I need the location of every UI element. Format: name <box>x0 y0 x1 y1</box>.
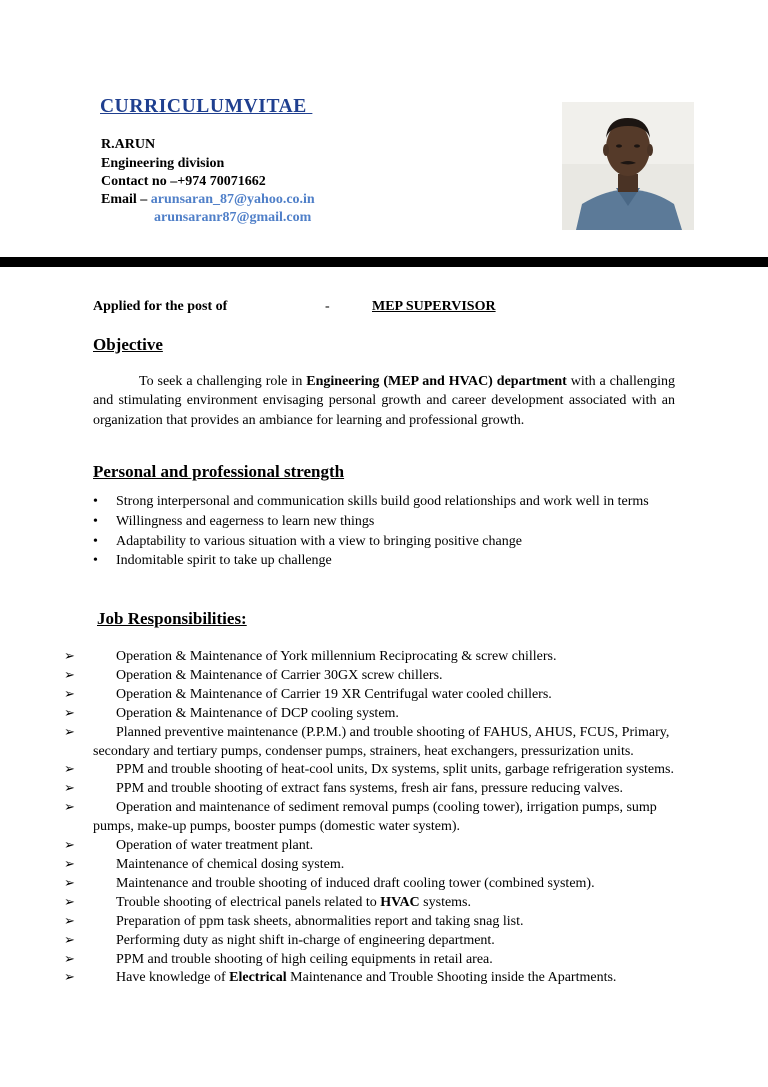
arrow-checkmark-icon: ➢ <box>64 762 75 778</box>
objective-text-bold: Engineering (MEP and HVAC) department <box>306 374 567 389</box>
list-item <box>0 894 768 913</box>
list-item-text-end: Maintenance and Trouble Shooting inside the Apartments. <box>286 970 617 986</box>
list-item-text: Indomitable spirit to take up challenge <box>116 553 332 569</box>
list-item <box>0 875 768 894</box>
arrow-checkmark-icon: ➢ <box>64 667 75 683</box>
list-item-text: Operation & Maintenance of DCP cooling system. <box>116 705 399 721</box>
email-line <box>101 192 315 208</box>
list-item <box>0 913 768 932</box>
list-item-text: Maintenance of chemical dosing system. <box>116 856 345 872</box>
bullet-dot-icon: • <box>93 494 98 509</box>
list-item <box>93 492 693 512</box>
list-item-bold: Electrical <box>229 970 287 986</box>
jobs-heading: Job Responsibilities: <box>97 609 247 628</box>
bullet-dot-icon: • <box>93 513 98 529</box>
arrow-checkmark-icon: ➢ <box>64 970 75 986</box>
list-item <box>0 667 768 686</box>
list-item <box>0 932 768 951</box>
arrow-checkmark-icon: ➢ <box>64 800 75 816</box>
arrow-checkmark-icon: ➢ <box>64 781 75 797</box>
list-item <box>0 799 768 837</box>
email-label: Email – <box>101 192 151 207</box>
list-item-text: Trouble shooting of electrical panels related to <box>116 894 381 910</box>
list-item-text: PPM and trouble shooting of high ceiling equipments in retail area. <box>116 951 493 967</box>
objective-heading: Objective <box>93 335 163 354</box>
email-address-2[interactable]: arunsaranr87@gmail.com <box>154 210 312 225</box>
candidate-division: Engineering division <box>101 156 225 171</box>
contact-line <box>101 174 266 190</box>
list-item <box>0 724 768 762</box>
list-item <box>0 686 768 705</box>
list-item-text: Adaptability to various situation with a view to bringing positive change <box>116 533 522 549</box>
arrow-checkmark-icon: ➢ <box>64 705 75 721</box>
list-item-text: Maintenance and trouble shooting of induced draft cooling tower (combined system). <box>116 875 595 891</box>
list-item-text: Have knowledge of <box>116 970 230 986</box>
email-address-1[interactable]: arunsaran_87@yahoo.co.in <box>150 192 315 207</box>
profile-photo <box>562 102 694 230</box>
list-item <box>93 512 693 532</box>
strengths-heading: Personal and professional strength <box>93 462 345 481</box>
arrow-checkmark-icon: ➢ <box>64 932 75 948</box>
post-value: MEP SUPERVISOR <box>372 299 496 314</box>
list-item <box>0 648 768 667</box>
list-item-text: Operation & Maintenance of Carrier 19 XR Centrifugal water cooled chillers. <box>116 686 552 702</box>
contact-label: Contact no – <box>101 174 178 189</box>
list-item-text: Strong interpersonal and communication skills build good relationships and work well in terms <box>116 494 649 509</box>
arrow-checkmark-icon: ➢ <box>64 856 75 872</box>
objective-text-start: To seek a challenging role in <box>139 374 307 389</box>
arrow-checkmark-icon: ➢ <box>64 894 75 910</box>
arrow-checkmark-icon: ➢ <box>64 838 75 854</box>
list-item-text: PPM and trouble shooting of extract fans systems, fresh air fans, pressure reducing valves. <box>116 781 623 797</box>
bullet-dot-icon: • <box>93 553 98 569</box>
arrow-checkmark-icon: ➢ <box>64 649 75 664</box>
list-item <box>0 837 768 856</box>
list-item-text: Operation of water treatment plant. <box>116 838 314 854</box>
list-item <box>0 951 768 970</box>
arrow-checkmark-icon: ➢ <box>64 875 75 891</box>
arrow-checkmark-icon: ➢ <box>64 951 75 967</box>
list-item-text: Operation & Maintenance of Carrier 30GX screw chillers. <box>116 667 443 683</box>
arrow-checkmark-icon: ➢ <box>64 686 75 702</box>
list-item-text: Preparation of ppm task sheets, abnormalities report and taking snag list. <box>116 913 524 929</box>
bullet-dot-icon: • <box>93 533 98 549</box>
list-item-text: Willingness and eagerness to learn new things <box>116 513 375 529</box>
contact-number: +974 70071662 <box>177 174 266 189</box>
list-item <box>93 551 693 571</box>
objective-text <box>93 372 675 430</box>
list-item <box>0 761 768 780</box>
arrow-checkmark-icon: ➢ <box>64 913 75 929</box>
list-item-text: PPM and trouble shooting of heat-cool units, Dx systems, split units, garbage refrigeration systems. <box>116 762 674 778</box>
list-item <box>0 856 768 875</box>
list-item-text: Planned preventive maintenance (P.P.M.) and trouble shooting of FAHUS, AHUS, FCUS, Primary, secondary and tertiary pumps, condenser pumps, strainers, heat exchangers, pressurization units. <box>93 724 670 759</box>
list-item <box>0 780 768 799</box>
cv-title: CURRICULUMVITAE <box>100 96 313 117</box>
candidate-name: R.ARUN <box>101 137 156 152</box>
strengths-list <box>93 492 693 571</box>
header-divider-bar <box>0 257 768 267</box>
list-item <box>0 705 768 724</box>
list-item <box>93 532 693 552</box>
list-item-text-end: systems. <box>419 894 472 910</box>
list-item-bold: HVAC <box>380 894 420 910</box>
jobs-list <box>0 648 768 988</box>
list-item <box>0 969 768 988</box>
list-item-text: Performing duty as night shift in-charge of engineering department. <box>116 932 495 948</box>
post-label: Applied for the post of <box>93 299 228 314</box>
list-item-text: Operation & Maintenance of York millennium Reciprocating & screw chillers. <box>116 649 557 664</box>
portrait-illustration <box>562 102 694 230</box>
list-item-text: Operation and maintenance of sediment removal pumps (cooling tower), irrigation pumps, sump pumps, make-up pumps, booster pumps (domestic water system). <box>93 800 657 835</box>
post-separator: - <box>325 299 330 314</box>
arrow-checkmark-icon: ➢ <box>64 724 75 740</box>
objective-text-end: with a challenging and stimulating environment envisaging personal growth and career development associated with an organization that provides an ambiance for learning and professional growth. <box>93 374 675 428</box>
